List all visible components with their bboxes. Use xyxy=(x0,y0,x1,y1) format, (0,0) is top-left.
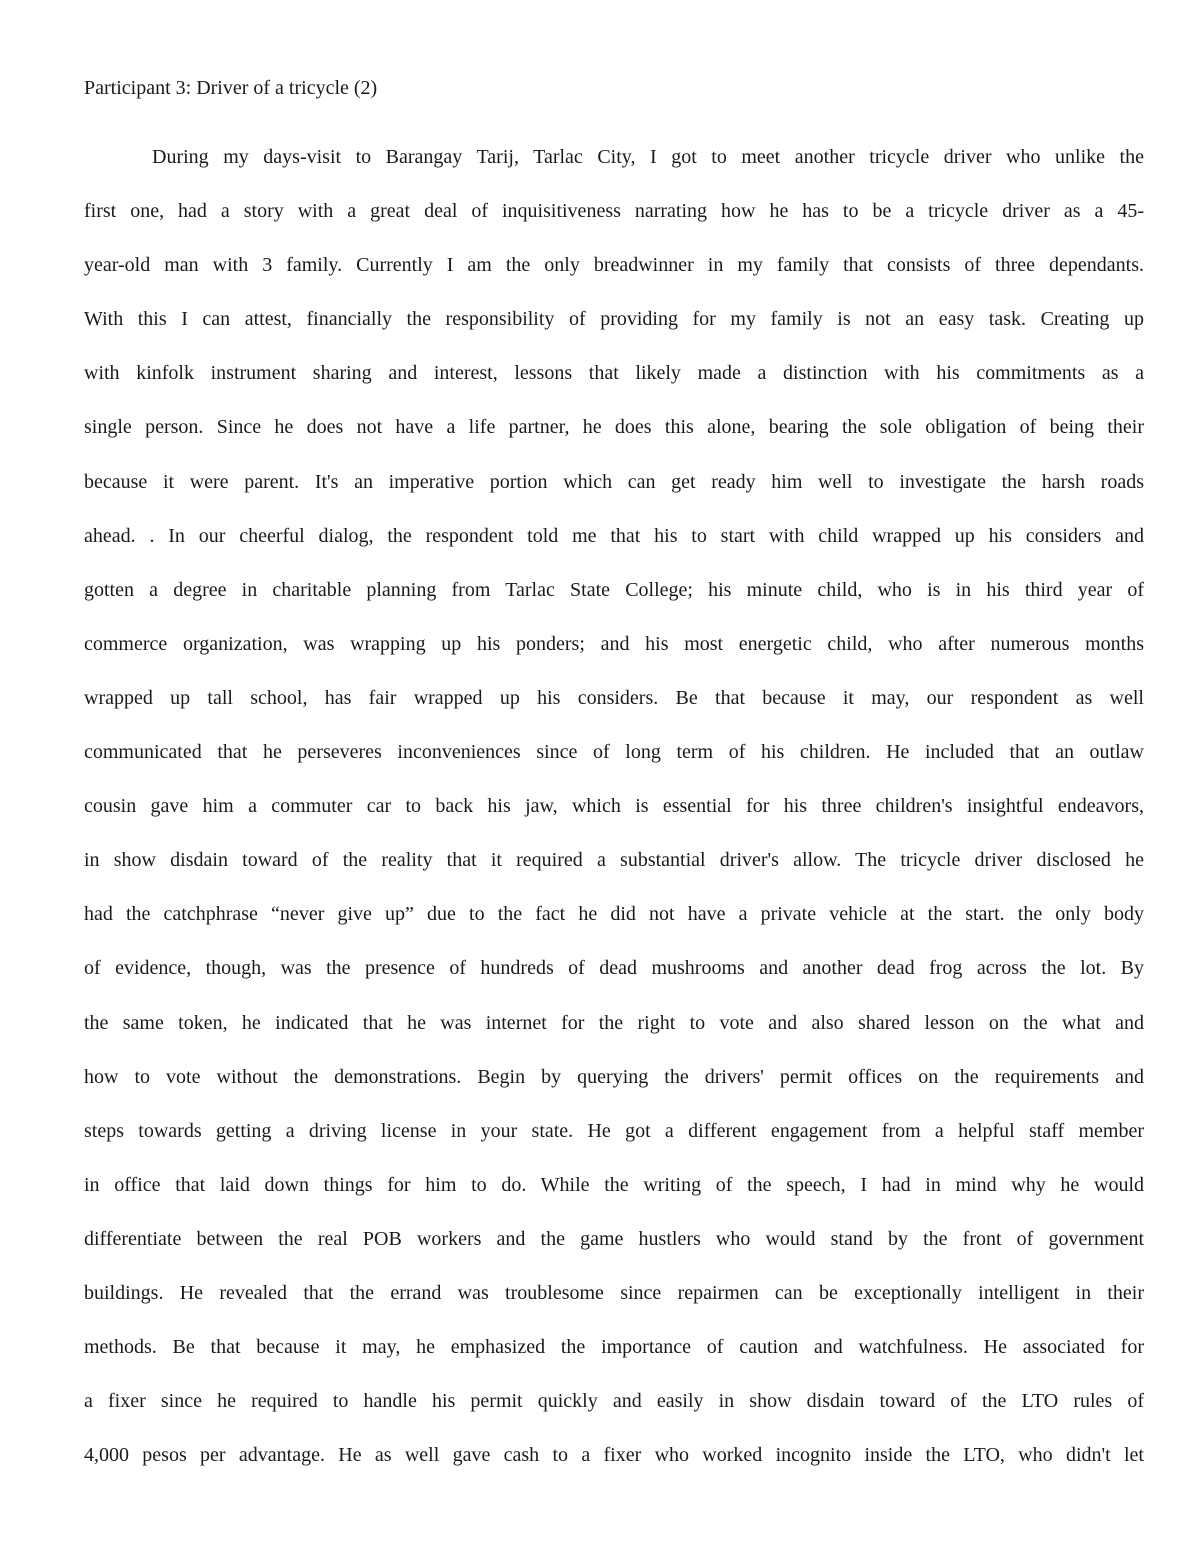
text-line: steps towards getting a driving license in your state. He got a different engagement from a helpful staff member xyxy=(84,1119,1144,1142)
text-line: With this I can attest, financially the responsibility of providing for my family is not an easy task. Creating up xyxy=(84,308,1144,331)
document-body xyxy=(84,142,1144,1494)
text-line: a fixer since he required to handle his permit quickly and easily in show disdain toward of the LTO rules of xyxy=(84,1390,1144,1413)
text-line: how to vote without the demonstrations. Begin by querying the drivers' permit offices on the requirements and xyxy=(84,1065,1144,1088)
document-heading: Participant 3: Driver of a tricycle (2) xyxy=(84,77,378,99)
text-line: differentiate between the real POB workers and the game hustlers who would stand by the front of government xyxy=(84,1227,1144,1250)
text-line: first one, had a story with a great deal of inquisitiveness narrating how he has to be a tricycle driver as a 45- xyxy=(84,200,1144,223)
text-line: year-old man with 3 family. Currently I am the only breadwinner in my family that consists of three dependants. xyxy=(84,254,1144,277)
text-line: with kinfolk instrument sharing and interest, lessons that likely made a distinction with his commitments as a xyxy=(84,362,1144,385)
text-line: had the catchphrase “never give up” due to the fact he did not have a private vehicle at the start. the only body xyxy=(84,903,1144,926)
text-line: communicated that he perseveres inconveniences since of long term of his children. He included that an outlaw xyxy=(84,741,1144,764)
text-line: methods. Be that because it may, he emphasized the importance of caution and watchfulness. He associated for xyxy=(84,1336,1144,1359)
text-line: ahead. . In our cheerful dialog, the respondent told me that his to start with child wrapped up his considers and xyxy=(84,524,1144,547)
text-line: 4,000 pesos per advantage. He as well gave cash to a fixer who worked incognito inside the LTO, who didn't let xyxy=(84,1444,1144,1467)
text-line: because it were parent. It's an imperative portion which can get ready him well to investigate the harsh roads xyxy=(84,470,1144,493)
text-line: buildings. He revealed that the errand was troublesome since repairmen can be exceptionally intelligent in their xyxy=(84,1281,1144,1304)
text-line: gotten a degree in charitable planning from Tarlac State College; his minute child, who is in his third year of xyxy=(84,578,1144,601)
text-line: in office that laid down things for him to do. While the writing of the speech, I had in mind why he would xyxy=(84,1173,1144,1196)
text-line: wrapped up tall school, has fair wrapped up his considers. Be that because it may, our respondent as well xyxy=(84,686,1144,709)
text-line: cousin gave him a commuter car to back his jaw, which is essential for his three children's insightful endeavors, xyxy=(84,795,1144,818)
text-line: During my days-visit to Barangay Tarij, Tarlac City, I got to meet another tricycle driver who unlike the xyxy=(152,146,1144,168)
text-line: the same token, he indicated that he was internet for the right to vote and also shared lesson on the what and xyxy=(84,1011,1144,1034)
text-line: single person. Since he does not have a life partner, he does this alone, bearing the sole obligation of being their xyxy=(84,416,1144,439)
text-line: in show disdain toward of the reality that it required a substantial driver's allow. The tricycle driver disclosed he xyxy=(84,849,1144,872)
text-line: commerce organization, was wrapping up his ponders; and his most energetic child, who after numerous months xyxy=(84,632,1144,655)
text-line: of evidence, though, was the presence of hundreds of dead mushrooms and another dead frog across the lot. By xyxy=(84,957,1144,980)
